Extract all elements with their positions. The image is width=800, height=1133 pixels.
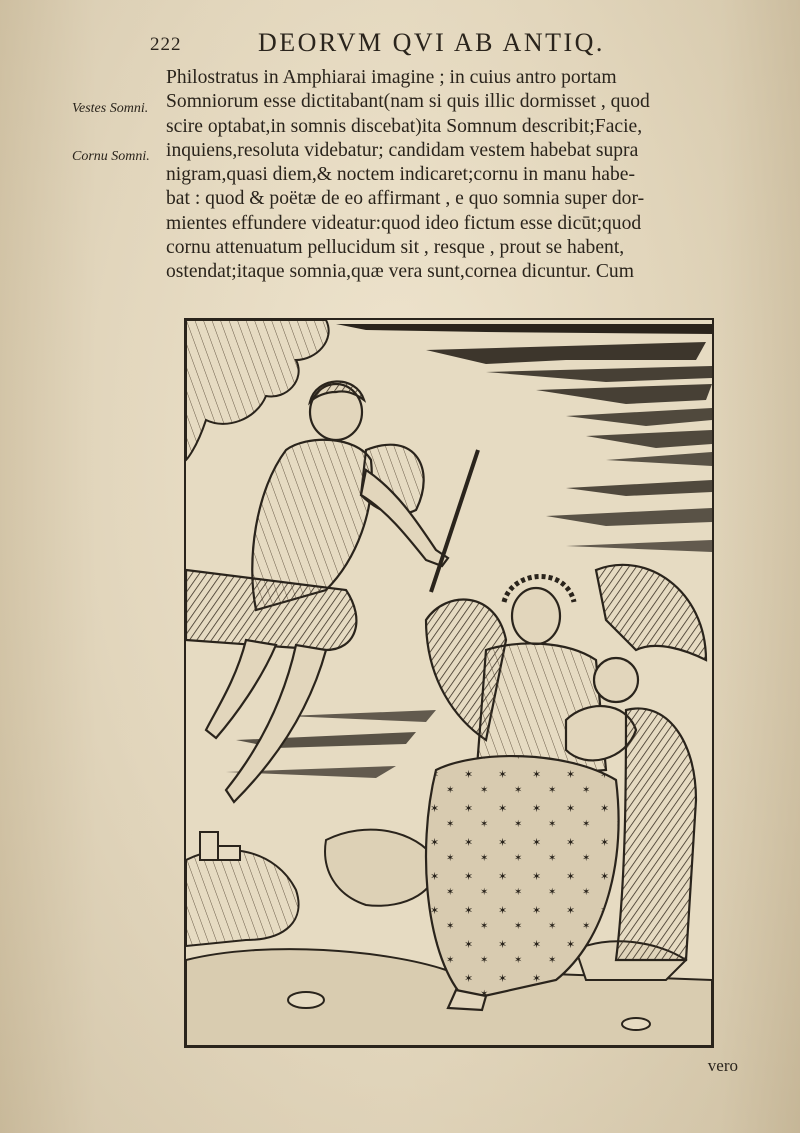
text-line-8: cornu attenuatum pellucidum sit , resque , prout se habent, (166, 237, 625, 259)
text-line-7: mientes effundere videatur:quod ideo fictum esse dicūt;quod (166, 212, 642, 234)
woodcut-svg (186, 320, 712, 1046)
text-line-1: Philostratus in Amphiarai imagine ; in cuius antro portam (166, 67, 617, 88)
margin-note-cornu: Cornu Somni. (72, 149, 150, 164)
text-line-6: bat : quod & poëtæ de eo affirmant , e quo somnia super dor- (166, 188, 645, 210)
running-title: DEORVM QVI AB ANTIQ. (258, 28, 605, 57)
text-line-2: Somniorum esse dictitabant(nam si quis illic dormisset , quod (166, 91, 650, 113)
woodcut-illustration (184, 318, 714, 1048)
margin-note-vestes: Vestes Somni. (72, 101, 149, 116)
text-line-9: ostendat;itaque somnia,quæ vera sunt,cornea dicuntur. Cum (166, 261, 634, 283)
catchword: vero (707, 1056, 738, 1075)
text-line-3: scire optabat,in somnis discebat)ita Somnum describit;Facie, (166, 115, 643, 137)
page-number: 222 (150, 34, 182, 55)
text-line-5: nigram,quasi diem,& noctem indicaret;cornu in manu habe- (166, 164, 636, 186)
text-line-4: inquiens,resoluta videbatur; candidam vestem habebat supra (166, 139, 639, 161)
body-text (166, 66, 746, 285)
running-head (150, 28, 670, 64)
